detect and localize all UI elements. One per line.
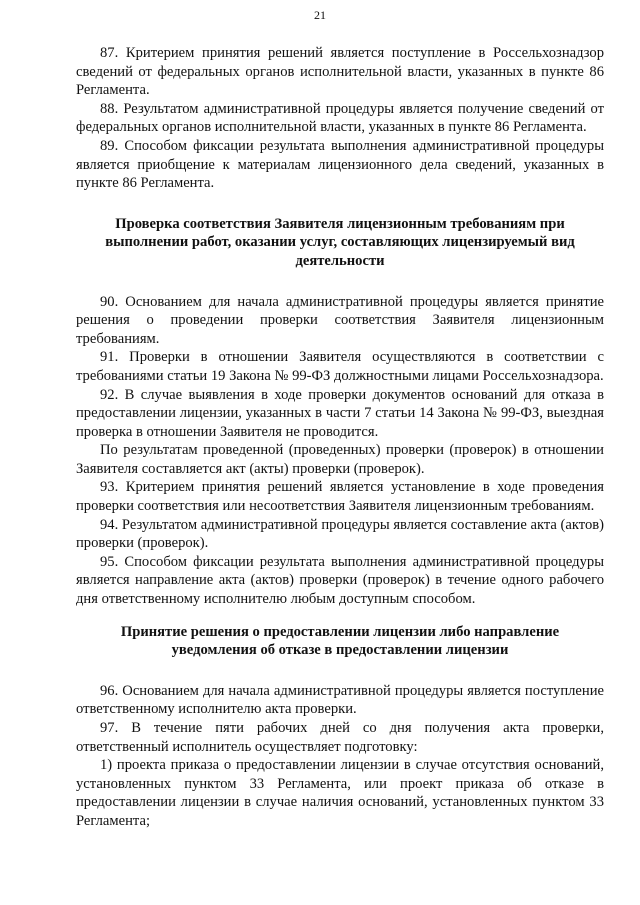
- document-body: [76, 44, 604, 831]
- paragraph-87: 87. Критерием принятия решений является поступление в Россельхознадзор сведений от федеральных органов исполнительной власти, указанных в пункте 86 Регламента.: [76, 45, 604, 99]
- paragraph-97: 97. В течение пяти рабочих дней со дня получения акта проверки, ответственный исполнитель осуществляет подготовку:: [76, 720, 604, 755]
- section-heading-inspection: [76, 215, 604, 271]
- heading-line: выполнении работ, оказании услуг, составляющих лицензируемый вид: [105, 234, 575, 251]
- paragraph-89: 89. Способом фиксации результата выполнения административной процедуры является приобщение к материалам лицензионного дела сведений, указанных в пункте 86 Регламента.: [76, 137, 604, 192]
- paragraph-92: 92. В случае выявления в ходе проверки документов оснований для отказа в предоставлении лицензии, указанных в части 7 статьи 14 Закона № 99-ФЗ, выездная проверка в отношении Заявителя не проводится.: [76, 386, 604, 440]
- heading-line: уведомления об отказе в предоставлении лицензии: [171, 642, 509, 659]
- paragraph-91: 91. Проверки в отношении Заявителя осуществляются в соответствии с требованиями статьи 19 Закона № 99-ФЗ должностными лицами Россельхознадзора.: [76, 349, 604, 384]
- paragraph-96: 96. Основанием для начала административной процедуры является поступление ответственному исполнителю акта проверки.: [76, 682, 604, 718]
- paragraph-88: 88. Результатом административной процедуры является получение сведений от федеральных органов исполнительной власти, указанных в пункте 86 Регламента.: [76, 100, 604, 136]
- paragraph-90: 90. Основанием для начала административной процедуры является принятие решения о проведении проверки соответствия Заявителя лицензионным требованиям.: [76, 293, 604, 347]
- paragraph-93: 93. Критерием принятия решений является установление в ходе проведения проверки соответствия или несоответствия Заявителя лицензионным требованиям.: [76, 479, 604, 515]
- paragraph-95: 95. Способом фиксации результата выполнения административной процедуры является направление акта (актов) проверки (проверок) в течение одного рабочего дня ответственному исполнителю любым доступным способом.: [76, 553, 604, 608]
- paragraph-92-continued: По результатам проведенной (проведенных) проверки (проверок) в отношении Заявителя составляется акт (акты) проверки (проверок).: [76, 442, 604, 477]
- page-number: 21: [314, 8, 326, 22]
- section-heading-decision: [76, 623, 604, 660]
- heading-line: Проверка соответствия Заявителя лицензионным требованиям при: [115, 215, 565, 232]
- paragraph-94: 94. Результатом административной процедуры является составление акта (актов) проверки (проверок).: [76, 516, 604, 552]
- heading-line: деятельности: [295, 252, 385, 269]
- paragraph-97-item-1: 1) проекта приказа о предоставлении лицензии в случае отсутствия оснований, установленных пунктом 33 Регламента, или проект приказа об отказе в предоставлении лицензии в случае наличия оснований, установленных пунктом 33 Регламента;: [76, 757, 604, 829]
- heading-line: Принятие решения о предоставлении лицензии либо направление: [120, 623, 560, 640]
